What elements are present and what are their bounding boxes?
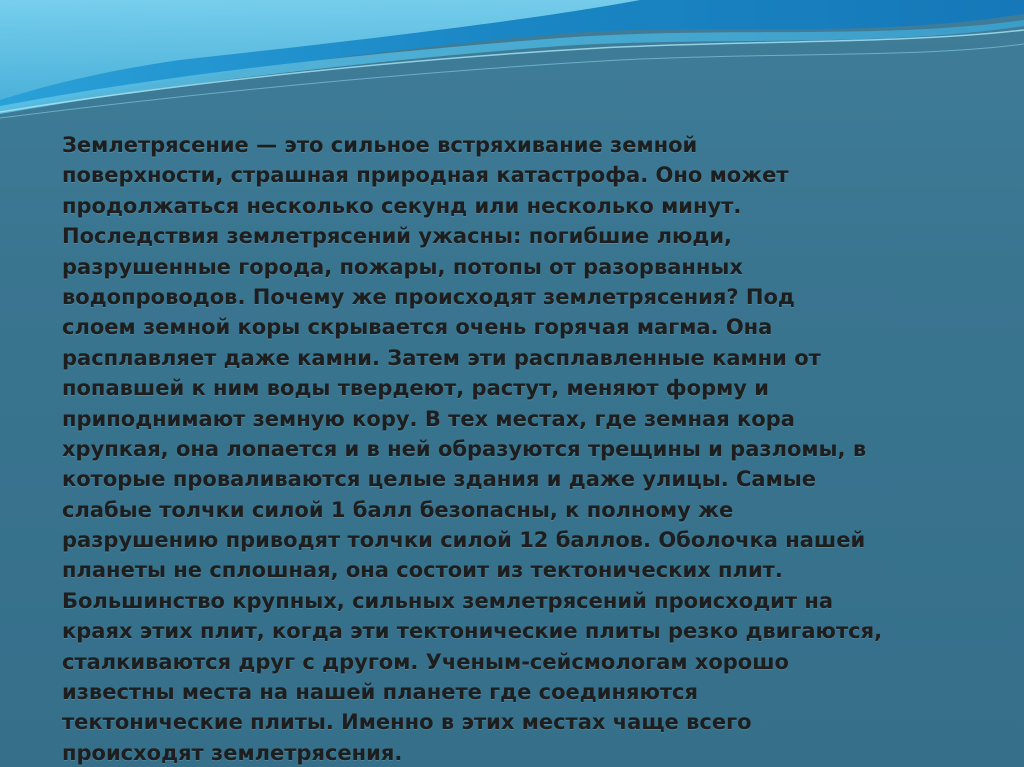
body-line: продолжаться несколько секунд или несколько минут. bbox=[62, 193, 742, 218]
body-line: известны места на нашей планете где соединяются bbox=[62, 680, 698, 705]
body-line: слабые толчки силой 1 балл безопасны, к полному же bbox=[62, 497, 734, 522]
body-line: тектонические плиты. Именно в этих местах чаще всего bbox=[62, 710, 752, 735]
body-line: попавшей к ним воды твердеют, растут, меняют форму и bbox=[62, 376, 769, 401]
body-line: Большинство крупных, сильных землетрясений происходит на bbox=[62, 588, 834, 613]
wave-header-decoration bbox=[0, 0, 1024, 130]
body-line: планеты не сплошная, она состоит из тектонических плит. bbox=[62, 558, 783, 583]
body-line: слоем земной коры скрывается очень горячая магма. Она bbox=[62, 315, 773, 340]
body-text bbox=[62, 130, 912, 767]
body-line: Последствия землетрясений ужасны: погибшие люди, bbox=[62, 224, 733, 249]
body-line: Землетрясение — это сильное встряхивание земной bbox=[62, 133, 698, 157]
body-line: которые проваливаются целые здания и даже улицы. Самые bbox=[62, 467, 816, 492]
body-line: разрушению приводят толчки силой 12 баллов. Оболочка нашей bbox=[62, 528, 866, 553]
body-line: поверхности, страшная природная катастрофа. Оно может bbox=[62, 163, 789, 188]
body-line: разрушенные города, пожары, потопы от разорванных bbox=[62, 254, 743, 279]
body-line: происходят землетрясения. bbox=[62, 740, 403, 765]
body-line: расплавляет даже камни. Затем эти расплавленные камни от bbox=[62, 345, 821, 370]
body-line: краях этих плит, когда эти тектонические плиты резко двигаются, bbox=[62, 619, 883, 644]
body-line: хрупкая, она лопается и в ней образуются трещины и разломы, в bbox=[62, 436, 867, 461]
body-line: водопроводов. Почему же происходят землетрясения? Под bbox=[62, 284, 795, 309]
body-line: сталкиваются друг с другом. Ученым-сейсмологам хорошо bbox=[62, 649, 789, 674]
body-line: приподнимают земную кору. В тех местах, где земная кора bbox=[62, 406, 795, 431]
